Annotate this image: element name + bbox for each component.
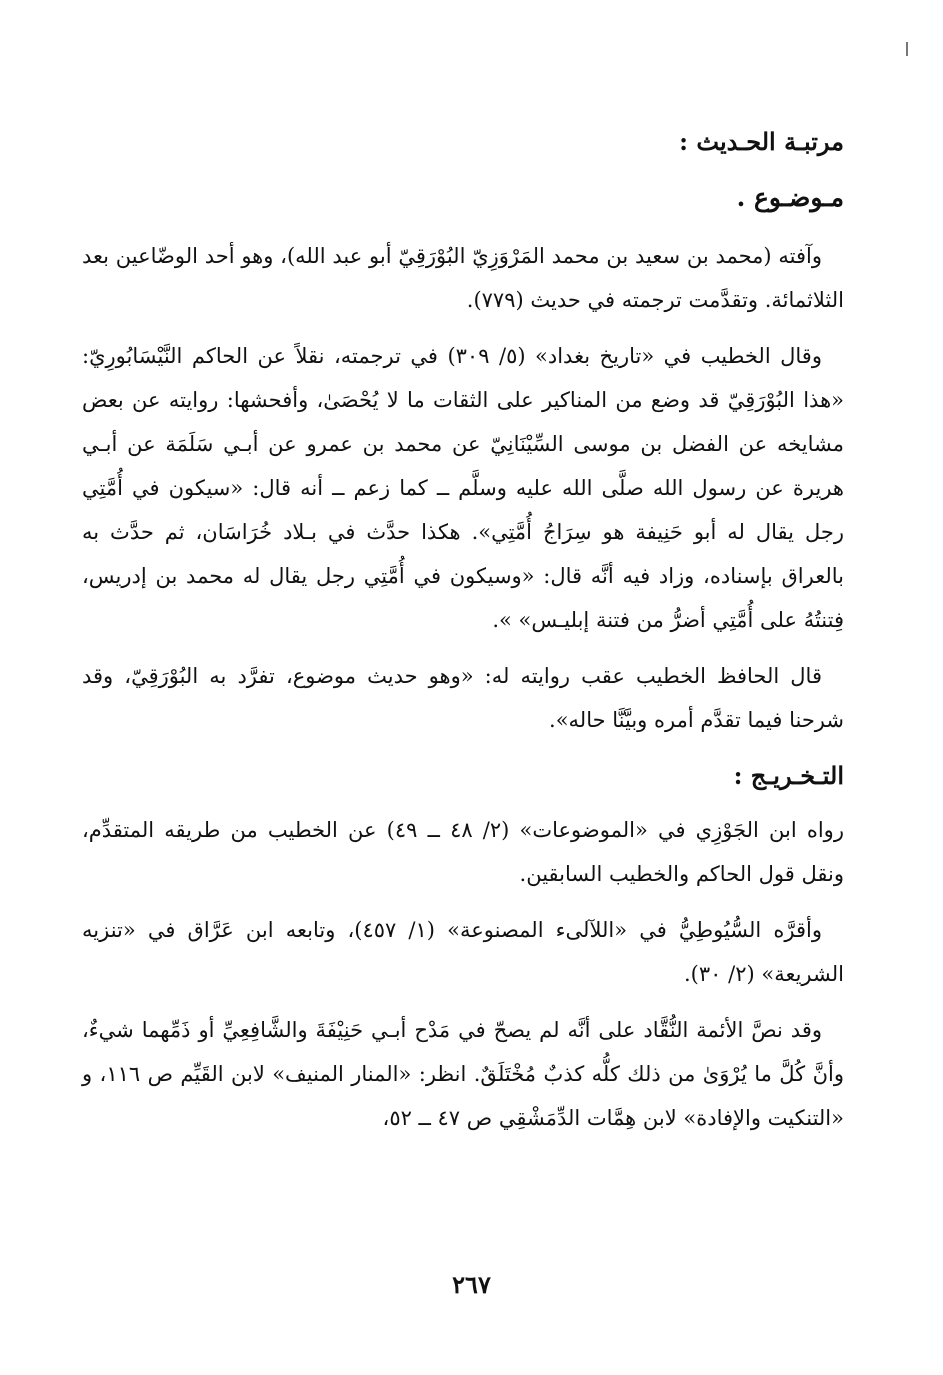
verdict-text: مـوضـوع . [736,183,844,212]
section-takhrij [82,754,844,1140]
paragraph-suyuti: وأقرَّه السُّيُوطِيُّ في «اللآلىء المصنوعة» (١/ ٤٥٧)، وتابعه ابن عَرَّاق في «تنزيه الشريعة» (٢/ ٣٠). [82,918,844,986]
paragraph-khatib-verdict: قال الحافظ الخطيب عقب روايته له: «وهو حديث موضوع، تفرَّد به البُوْرَقِيّ، وقد شرحنا فيما تقدَّم أمره وبيَّنَّا حاله». [82,664,844,732]
paragraph-flaw: وآفته (محمد بن سعيد بن محمد المَرْوَزِيّ البُوْرَقِيّ أبو عبد الله)، وهو أحد الوضّاعين بعد الثلاثمائة. وتقدَّمت ترجمته في حديث (٧٧٩). [82,244,844,312]
page-number: ٢٦٧ [452,1270,491,1299]
paragraph-critics: وقد نصَّ الأئمة النُّقَّاد على أنَّه لم يصحّ في مَدْح أبـي حَنِيْفَةَ والشَّافِعِيِّ أو ذَمِّهما شيءٌ، وأنَّ كُلَّ ما يُرْوَىٰ من ذلك كلُّه كذبٌ مُخْتَلَقٌ. انظر: «المنار المنيف» لابن القَيِّم ص ١١٦، و «التنكيت والإفادة» لابن هِمَّات الدِّمَشْقِي ص ٤٧ ــ ٥٢، [82,1018,844,1130]
section-hadith-rank [82,120,844,742]
page-body [82,120,844,1320]
paragraph-ibn-jawzi: رواه ابن الجَوْزِي في «الموضوعات» (٢/ ٤٨ ــ ٤٩) عن الخطيب من طريقه المتقدِّم، ونقل قول الحاكم والخطيب السابقين. [82,818,844,886]
section-heading-takhrij: التـخـريـج : [733,761,844,790]
margin-tick-mark [906,42,908,56]
section-heading-rank: مرتبـة الحـديث : [679,127,844,156]
paragraph-khatib-quote: وقال الخطيب في «تاريخ بغداد» (٥/ ٣٠٩) في ترجمته، نقلاً عن الحاكم النَّيْسَابُورِيّ: «هذا البُوْرَقِيّ قد وضع من المناكير على الثقات ما لا يُحْصَىٰ، وأفحشها: روايته عن بعض مشايخه عن الفضل بن موسى السِّيْنَانِيّ عن محمد بن عمرو عن أبـي سَلَمَة عن أبـي هريرة عن رسول الله صلَّى الله عليه وسلَّم ــ كما زعم ــ أنه قال: «سيكون في أُمَّتِي رجل يقال له أبو حَنِيفة هو سِرَاجُ أُمَّتِي». هكذا حدَّث في بـلاد خُرَاسَان، ثم حدَّث به بالعراق بإسناده، وزاد فيه أنَّه قال: «وسيكون في أُمَّتِي رجل يقال له محمد بن إدريس، فِتنتُهُ على أُمَّتِي أضرُّ من فتنة إبليـس» ». [82,344,844,632]
